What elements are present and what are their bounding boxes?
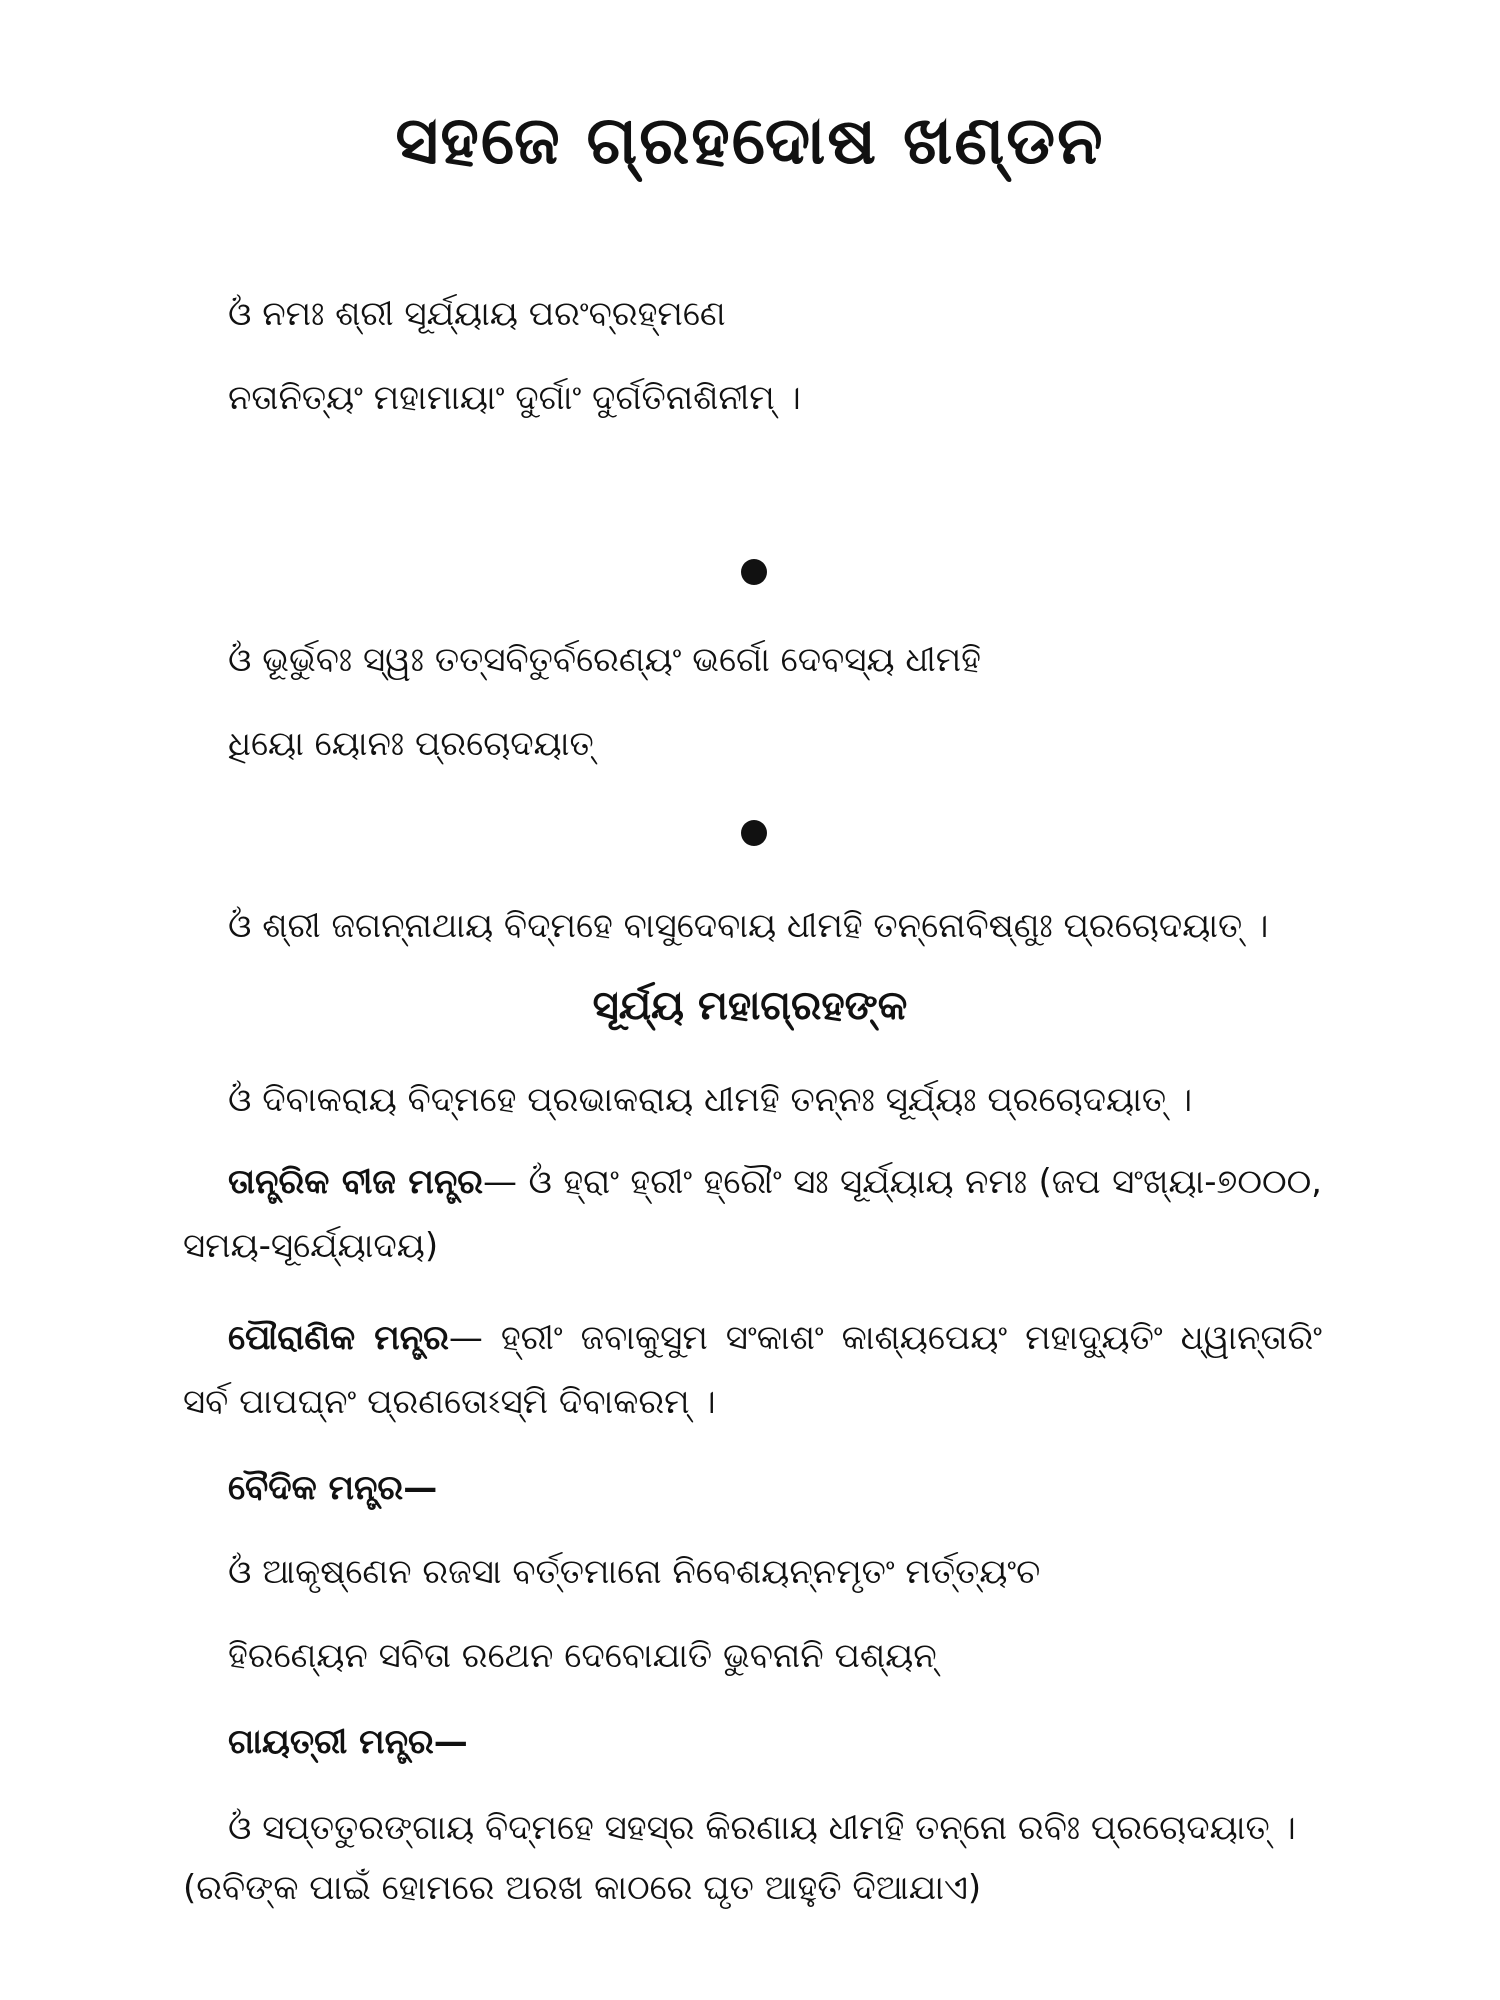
section-heading: ସୂର୍ଯ୍ୟ ମହାଗ୍ରହଙ୍କ (592, 983, 908, 1029)
invocation-line-2: ନତାନିତ୍ୟଂ ମହାମାୟାଂ ଦୁର୍ଗାଂ ଦୁର୍ଗତିନାଶିନୀମ୍ । (228, 378, 801, 418)
pauranik-mantra-text: — ହ୍ରୀଂ ଜବାକୁସୁମ ସଂକାଶଂ କାଶ୍ୟପେୟଂ ମହାଦ୍ୟୁତିଂ ଧ୍ୱାନ୍ତାରିଂ ସର୍ବ ପାପଘ୍ନଂ ପ୍ରଣତୋଽସ୍ମି ଦିବାକରମ୍ । (183, 1318, 1322, 1422)
pauranik-mantra-paragraph (183, 1306, 1322, 1434)
separator-dot (741, 559, 767, 585)
vedik-mantra-line-2: ହିରଣ୍ୟେନ ସବିତା ରଥେନ ଦେବୋଯାତି ଭୁବନାନି ପଶ୍ୟନ୍ (228, 1636, 937, 1676)
vedik-mantra-line-1: ଓଁ ଆକୃଷ୍ଣେନ ରଜସା ବର୍ତ୍ତମାନୋ ନିବେଶୟନ୍ନମୃତଂ ମର୍ତ୍ତ୍ୟଂଚ (228, 1552, 1041, 1592)
page-title: ସହଜେ ଗ୍ରହଦୋଷ ଖଣ୍ଡନ (395, 102, 1105, 179)
gayatri-line-1: ଓଁ ଭୂର୍ଭୁବଃ ସ୍ୱଃ ତତ୍‌ସବିତୁର୍ବରେଣ୍ୟଂ ଭର୍ଗୋ ଦେବସ୍ୟ ଧୀମହି (228, 640, 982, 680)
surya-gayatri-line: ଓଁ ଦିବାକରାୟ ବିଦ୍ମହେ ପ୍ରଭାକରାୟ ଧୀମହି ତନ୍ନଃ ସୂର୍ଯ୍ୟଃ ପ୍ରଚୋଦୟାତ୍ । (228, 1080, 1193, 1120)
homa-note: (ରବିଙ୍କ ପାଇଁ ହୋମରେ ଅରଖ କାଠରେ ଘୃତ ଆହୁତି ଦିଆଯାଏ) (183, 1868, 982, 1908)
vedik-mantra-label: ବୈଦିକ ମନ୍ତ୍ର— (228, 1468, 438, 1508)
tantrik-mantra-label: ତାନ୍ତ୍ରିକ ବୀଜ ମନ୍ତ୍ର (228, 1162, 484, 1202)
pauranik-mantra-label: ପୌରାଣିକ ମନ୍ତ୍ର (228, 1318, 449, 1358)
separator-dot (741, 820, 767, 846)
surya-gayatri-mantra: ଓଁ ସପ୍ତତୁରଙ୍ଗାୟ ବିଦ୍ମହେ ସହସ୍ର କିରଣାୟ ଧୀମହି ତନ୍ନୋ ରବିଃ ପ୍ରଚୋଦୟାତ୍ । (228, 1808, 1296, 1848)
tantrik-mantra-text: — ଓଁ ହ୍ରାଂ ହ୍ରୀଂ ହ୍ରୌଂ ସଃ ସୂର୍ଯ୍ୟାୟ ନମଃ (ଜପ ସଂଖ୍ୟା-୭୦୦୦, ସମୟ-ସୂର୍ଯ୍ୟୋଦୟ) (183, 1162, 1322, 1266)
tantrik-mantra-paragraph (183, 1150, 1322, 1278)
gayatri-line-2: ଧିୟୋ ୟୋନଃ ପ୍ରଚୋଦୟାତ୍ (228, 724, 594, 764)
invocation-line-1: ଓଁ ନମଃ ଶ୍ରୀ ସୂର୍ଯ୍ୟାୟ ପରଂବ୍ରହ୍ମଣେ (228, 294, 726, 334)
gayatri-mantra-label: ଗାୟତ୍ରୀ ମନ୍ତ୍ର— (228, 1722, 468, 1762)
jagannath-mantra: ଓଁ ଶ୍ରୀ ଜଗନ୍ନାଥାୟ ବିଦ୍ମହେ ବାସୁଦେବାୟ ଧୀମହି ତନ୍ନୋବିଷ୍ଣୁଃ ପ୍ରଚୋଦୟାତ୍ । (228, 906, 1269, 946)
